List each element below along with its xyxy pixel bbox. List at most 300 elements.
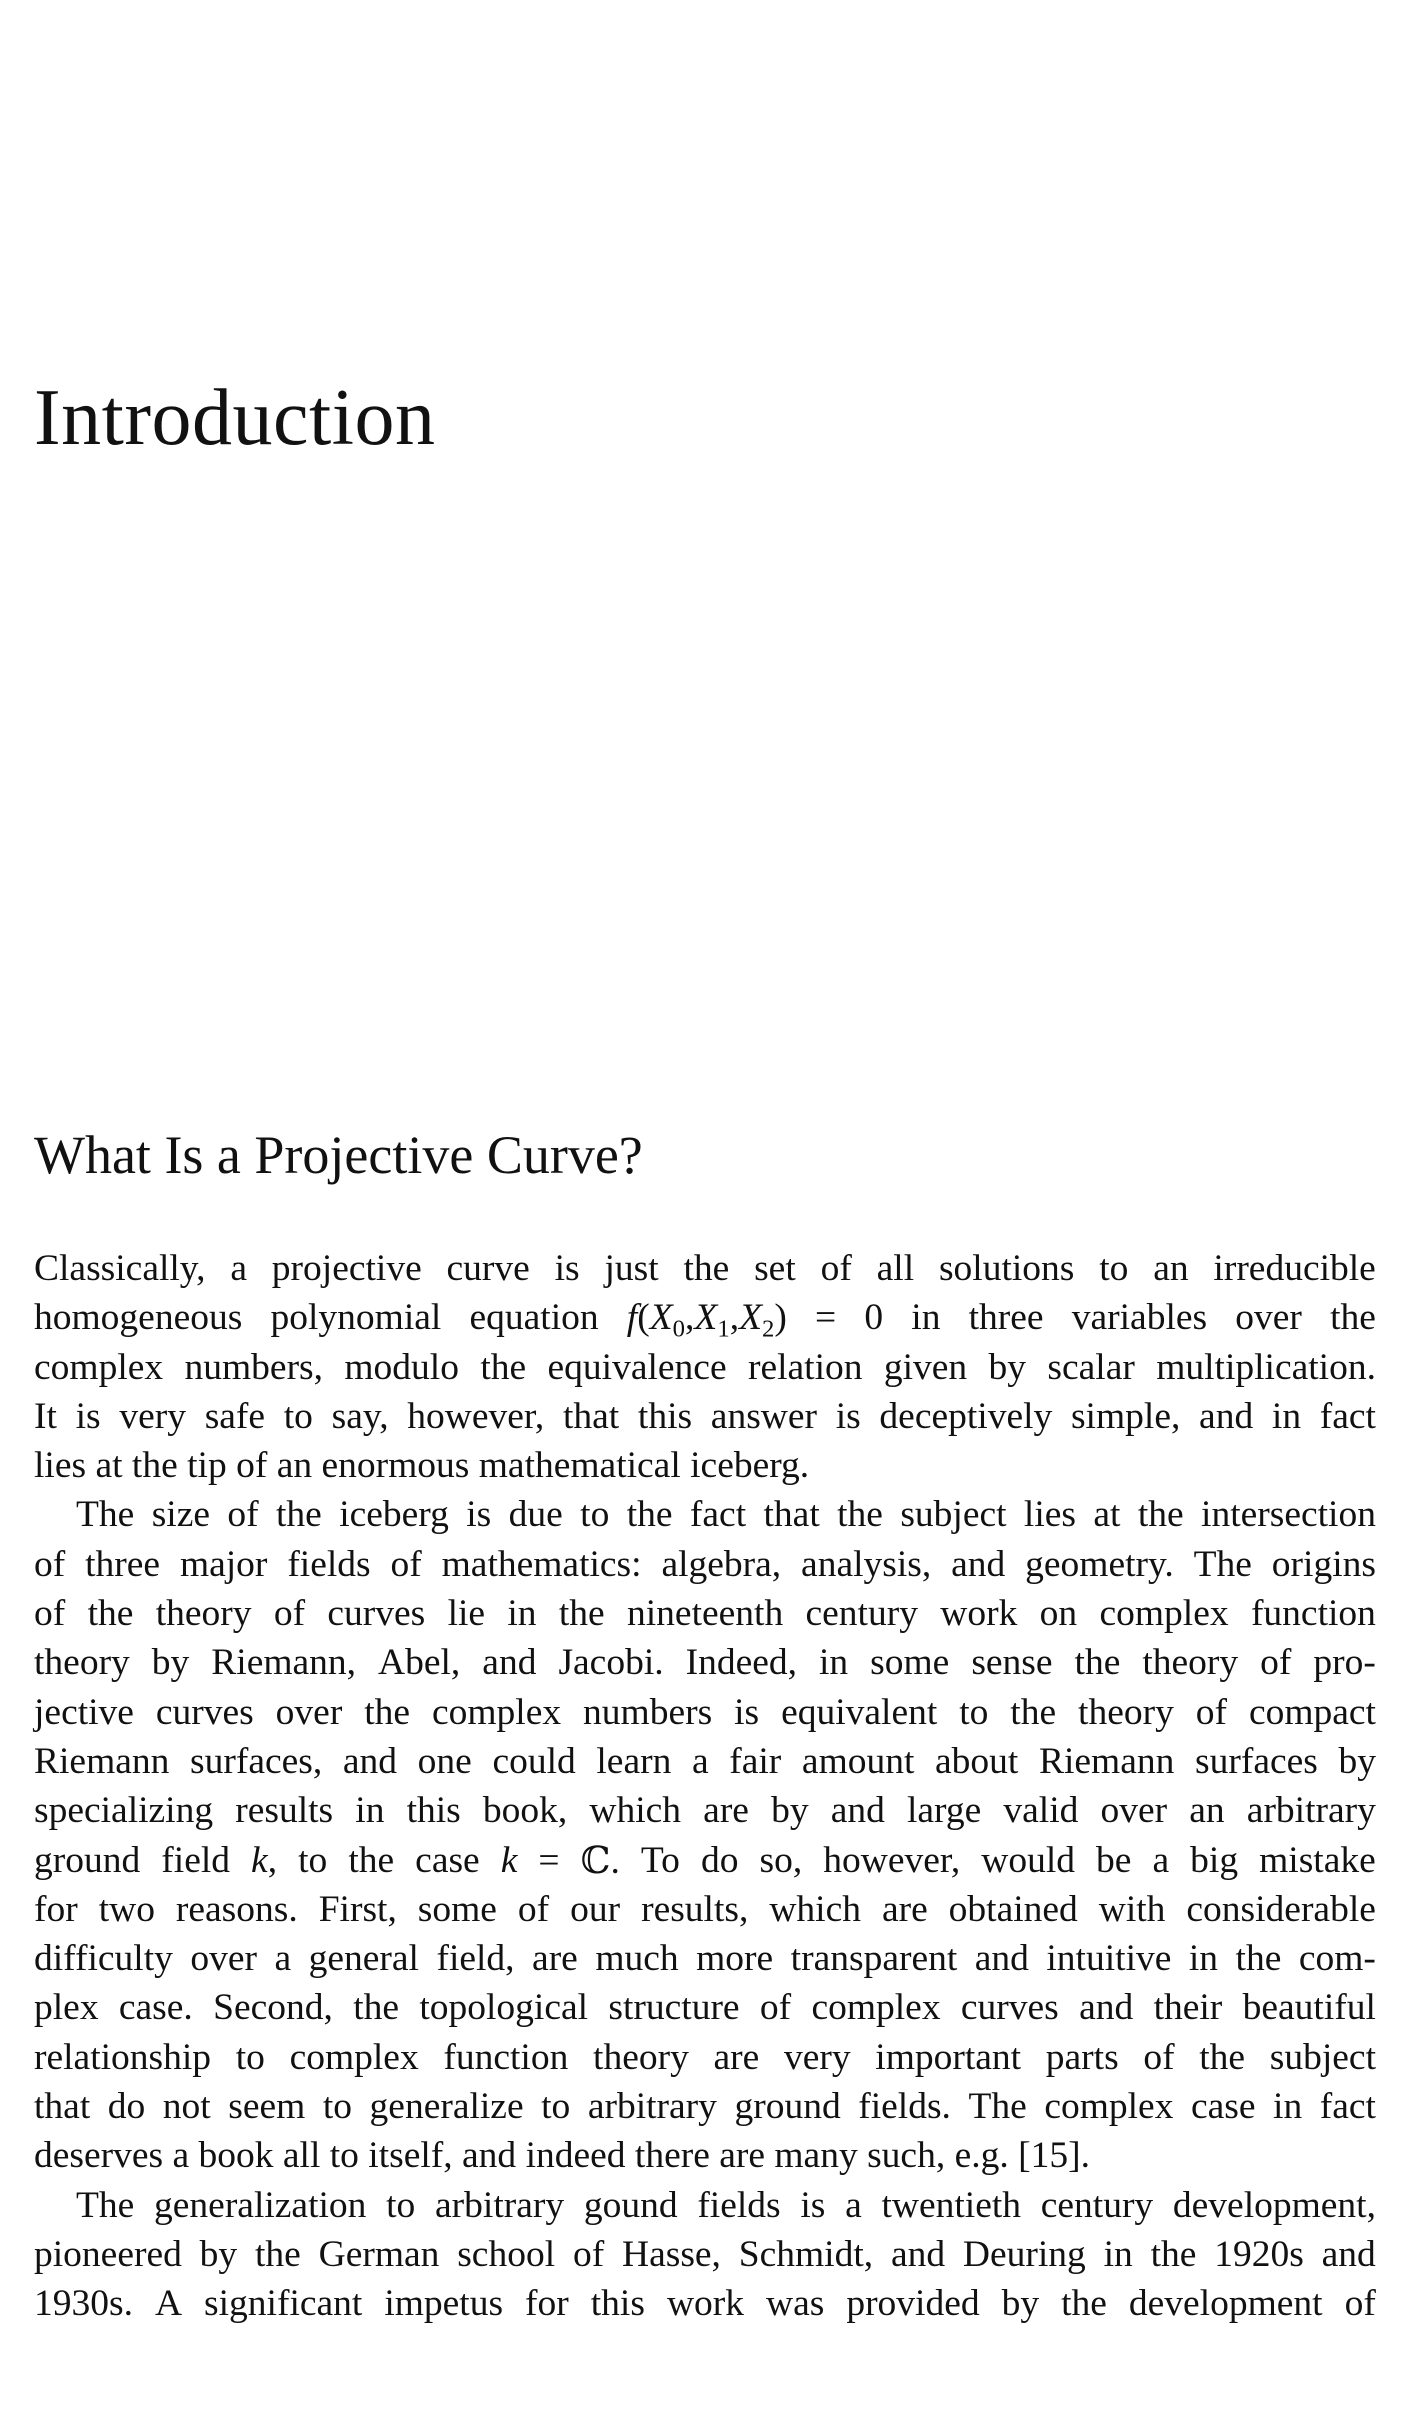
word: very: [783, 2036, 851, 2078]
word: complex: [1044, 2086, 1174, 2128]
word: are: [719, 2135, 766, 2177]
chapter-title: Introduction: [34, 374, 436, 462]
text-line: [34, 2230, 1376, 2279]
text-line: [34, 1343, 1376, 1392]
word: variables: [1071, 1297, 1208, 1339]
word: topological: [419, 1987, 589, 2029]
word: be: [1096, 1839, 1132, 1881]
word: theory: [1142, 1642, 1239, 1684]
word: on: [1039, 1593, 1078, 1635]
word: generalize: [369, 2086, 524, 2128]
word: and: [974, 1938, 1029, 1980]
word: a: [1152, 1839, 1170, 1881]
word: this: [406, 1790, 461, 1832]
word: Schmidt,: [738, 2233, 874, 2275]
word: structure: [608, 1987, 740, 2029]
word: the: [1010, 1691, 1057, 1733]
word: over: [1100, 1790, 1168, 1832]
word: for: [525, 2283, 569, 2325]
word: Jacobi.: [558, 1642, 664, 1684]
word: intersection: [1201, 1494, 1376, 1536]
word: field,: [436, 1938, 515, 1980]
word: theory: [34, 1642, 130, 1684]
text-line: [34, 1441, 1376, 1490]
word: the: [364, 1691, 411, 1733]
word: equation: [469, 1297, 599, 1339]
word: and: [1079, 1987, 1134, 2029]
word: ℂ.: [580, 1837, 620, 1882]
word: numbers: [583, 1691, 713, 1733]
word: 0: [864, 1297, 884, 1339]
word: lie: [447, 1593, 486, 1635]
word: 1920s: [1214, 2233, 1304, 2275]
word: book,: [482, 1790, 568, 1832]
word: plex: [34, 1987, 99, 2029]
word: do: [700, 1839, 739, 1881]
word: the: [1074, 1642, 1121, 1684]
word: would: [981, 1839, 1075, 1881]
word: The: [968, 2086, 1027, 2128]
word: development: [1128, 2283, 1323, 2325]
word: theory: [155, 1593, 252, 1635]
word: the: [626, 1494, 673, 1536]
word: The: [76, 2184, 135, 2226]
word: over: [1235, 1297, 1302, 1339]
word: of: [517, 1888, 550, 1930]
word: of: [227, 1494, 259, 1536]
word: is: [734, 1691, 760, 1733]
word: given: [883, 1346, 968, 1388]
word: are: [703, 1790, 749, 1832]
word: all: [876, 1248, 915, 1289]
word: is: [466, 1494, 492, 1536]
word: of: [572, 2233, 605, 2275]
word: Deuring: [962, 2233, 1086, 2275]
word: Riemann: [1038, 1740, 1175, 1782]
word: work: [940, 1593, 1018, 1635]
word: case.: [118, 1987, 193, 2029]
text-line: [34, 2181, 1376, 2230]
text-line: [34, 1244, 1376, 1293]
word: the: [1199, 2036, 1246, 2078]
word: k: [500, 1839, 518, 1881]
word: valid: [1003, 1790, 1079, 1832]
word: relation: [747, 1346, 863, 1388]
word: Abel,: [378, 1642, 461, 1684]
word: over: [190, 1938, 257, 1980]
word: to: [1099, 1248, 1129, 1289]
word: fact: [1319, 2086, 1376, 2128]
word: Indeed,: [685, 1642, 798, 1684]
word: that: [763, 1494, 820, 1536]
word: of: [236, 1445, 268, 1487]
word: size: [151, 1494, 210, 1536]
word: by: [199, 2233, 238, 2275]
word: and: [890, 2233, 946, 2275]
word: and: [1321, 2233, 1376, 2275]
word: by: [1338, 1740, 1376, 1782]
word: and: [951, 1543, 1006, 1585]
word: enormous: [321, 1445, 470, 1487]
word: to: [322, 2086, 353, 2128]
word: fields: [697, 2184, 781, 2226]
word: k,: [251, 1839, 278, 1881]
word: Hasse,: [622, 2233, 721, 2275]
text-line: [34, 1540, 1376, 1589]
word: which: [589, 1790, 682, 1832]
word: intuitive: [1046, 1938, 1172, 1980]
word: surfaces: [1195, 1740, 1318, 1782]
word: large: [906, 1790, 982, 1832]
word: by: [988, 1346, 1027, 1388]
word: that: [562, 1395, 620, 1437]
word: big: [1190, 1839, 1239, 1881]
word: major: [179, 1543, 268, 1585]
word: is: [75, 1395, 101, 1437]
text-line: [34, 1934, 1376, 1983]
word: of: [1260, 1642, 1292, 1684]
word: ground: [734, 2086, 841, 2128]
word: results,: [641, 1888, 749, 1930]
word: analysis,: [801, 1543, 932, 1585]
word: are: [881, 1888, 928, 1930]
word: results: [235, 1790, 334, 1832]
word: the: [131, 1445, 178, 1487]
word: this: [590, 2283, 645, 2325]
word: theory: [593, 2036, 689, 2078]
word: general: [308, 1938, 419, 1980]
word: itself,: [368, 2135, 453, 2177]
word: fact: [689, 1494, 747, 1536]
word: complex: [34, 1346, 164, 1388]
word: German: [318, 2233, 440, 2275]
word: curves: [960, 1987, 1059, 2029]
word: seem: [228, 2086, 306, 2128]
word: deserves: [34, 2135, 164, 2177]
word: of: [1344, 2283, 1376, 2325]
word: answer: [710, 1395, 817, 1437]
word: geometry.: [1025, 1543, 1174, 1585]
word: fact: [1319, 1395, 1376, 1437]
word: in: [507, 1593, 537, 1635]
word: subject: [1269, 2036, 1376, 2078]
text-line: [34, 1589, 1376, 1638]
word: reasons.: [175, 1888, 298, 1930]
word: function: [1250, 1593, 1376, 1635]
word: a: [172, 2135, 190, 2177]
word: surfaces,: [190, 1740, 323, 1782]
word: the: [1235, 1938, 1282, 1980]
word: to: [329, 2135, 359, 2177]
word: jective: [34, 1691, 134, 1733]
word: amount: [801, 1740, 915, 1782]
word: origins: [1271, 1543, 1376, 1585]
word: two: [98, 1888, 155, 1930]
word: however,: [823, 1839, 961, 1881]
word: many: [774, 2135, 858, 2177]
text-line: [34, 1293, 1376, 1342]
word: To: [640, 1839, 680, 1881]
word: very: [119, 1395, 186, 1437]
word: relationship: [34, 2036, 212, 2078]
word: transparent: [790, 1938, 958, 1980]
word: parts: [1045, 2036, 1119, 2078]
word: the: [480, 1346, 527, 1388]
word: multiplication.: [1156, 1346, 1376, 1388]
word: subject: [900, 1494, 1007, 1536]
word: century: [1040, 2184, 1154, 2226]
word: in: [1273, 2086, 1303, 2128]
word: a: [230, 1248, 247, 1289]
word: of: [390, 1543, 422, 1585]
body-text: [34, 1244, 1376, 2329]
word: Riemann: [34, 1740, 170, 1782]
word: and: [482, 1642, 537, 1684]
word: an: [1153, 1248, 1189, 1289]
word: say,: [331, 1395, 389, 1437]
word: in: [1188, 1938, 1219, 1980]
word: to: [386, 2184, 416, 2226]
word: do: [107, 2086, 146, 2128]
word: provided: [846, 2283, 980, 2325]
word: with: [1098, 1888, 1166, 1930]
text-line: [34, 1392, 1376, 1441]
word: the: [1061, 2283, 1107, 2325]
word: impetus: [384, 2283, 504, 2325]
text-line: [34, 1490, 1376, 1539]
word: and: [830, 1790, 885, 1832]
word: and: [1199, 1395, 1254, 1437]
word: of: [273, 1593, 306, 1635]
word: $f(X_0,X_1,X_2)$: [626, 1297, 787, 1343]
word: could: [492, 1740, 576, 1782]
word: significant: [204, 2283, 363, 2325]
word: at: [1093, 1494, 1121, 1536]
word: iceberg: [339, 1494, 449, 1536]
text-line: [34, 1638, 1376, 1687]
section-title: What Is a Projective Curve?: [34, 1125, 643, 1185]
word: difficulty: [34, 1938, 173, 1980]
word: an: [276, 1445, 313, 1487]
word: considerable: [1186, 1888, 1376, 1930]
word: the: [353, 1987, 400, 2029]
text-line: [34, 1836, 1376, 1885]
word: indeed: [525, 2135, 626, 2177]
word: curves: [327, 1593, 426, 1635]
word: function: [443, 2036, 569, 2078]
word: 1930s.: [34, 2283, 133, 2325]
word: school: [457, 2233, 556, 2275]
word: an: [1189, 1790, 1225, 1832]
word: which: [769, 1888, 861, 1930]
word: the: [1330, 1297, 1376, 1339]
word: The: [1193, 1543, 1252, 1585]
word: one: [417, 1740, 472, 1782]
word: deceptively: [879, 1395, 1053, 1437]
word: over: [275, 1691, 343, 1733]
word: is: [554, 1248, 580, 1289]
word: specializing: [34, 1790, 214, 1832]
word: there: [634, 2135, 710, 2177]
word: =: [538, 1839, 560, 1881]
word: more: [696, 1938, 774, 1980]
text-line: [34, 2279, 1376, 2328]
word: arbitrary: [587, 2086, 717, 2128]
word: important: [875, 2036, 1022, 2078]
word: ground: [34, 1839, 141, 1881]
word: just: [604, 1248, 659, 1289]
word: of: [34, 1593, 66, 1635]
word: the: [87, 1593, 134, 1635]
word: by: [151, 1642, 190, 1684]
word: pro-: [1313, 1642, 1376, 1684]
word: to: [235, 2036, 265, 2078]
word: mistake: [1259, 1839, 1376, 1881]
word: equivalent: [781, 1691, 938, 1733]
word: a: [691, 1740, 709, 1782]
word: complex: [431, 1691, 562, 1733]
word: the: [348, 1839, 395, 1881]
word: is: [835, 1395, 861, 1437]
word: development,: [1172, 2184, 1376, 2226]
word: fair: [729, 1740, 782, 1782]
word: twentieth: [881, 2184, 1022, 2226]
word: fields.: [858, 2086, 951, 2128]
word: however,: [407, 1395, 545, 1437]
text-line: [34, 1737, 1376, 1786]
word: A: [154, 2283, 183, 2325]
word: of: [759, 1987, 792, 2029]
text-line: [34, 1786, 1376, 1835]
word: It: [34, 1395, 57, 1437]
word: for: [34, 1888, 78, 1930]
word: three: [85, 1543, 161, 1585]
word: numbers,: [184, 1346, 324, 1388]
word: case: [1190, 2086, 1256, 2128]
word: the: [1137, 1494, 1184, 1536]
word: complex: [289, 2036, 419, 2078]
word: modulo: [344, 1346, 459, 1388]
word: century: [805, 1593, 918, 1635]
word: learn: [596, 1740, 672, 1782]
word: three: [968, 1297, 1044, 1339]
word: by: [771, 1790, 809, 1832]
word: pioneered: [34, 2233, 182, 2275]
word: the: [558, 1593, 605, 1635]
word: algebra,: [661, 1543, 782, 1585]
text-line: [34, 2033, 1376, 2082]
word: a: [845, 2184, 862, 2226]
word: tip: [187, 1445, 227, 1487]
word: was: [766, 2283, 825, 2325]
word: to: [298, 1839, 328, 1881]
word: compact: [1248, 1691, 1376, 1733]
word: and: [462, 2135, 517, 2177]
word: complex: [1099, 1593, 1229, 1635]
word: the: [683, 1248, 730, 1289]
word: their: [1153, 1987, 1223, 2029]
text-line: [34, 2082, 1376, 2131]
word: to: [580, 1494, 610, 1536]
word: =: [815, 1297, 837, 1339]
word: simple,: [1070, 1395, 1181, 1437]
word: of: [1143, 2036, 1175, 2078]
word: work: [666, 2283, 745, 2325]
word: this: [637, 1395, 693, 1437]
text-line: [34, 2131, 1376, 2180]
word: to: [541, 2086, 571, 2128]
word: lies: [1023, 1494, 1076, 1536]
word: mathematical: [478, 1445, 681, 1487]
word: set: [754, 1248, 796, 1289]
word: much: [595, 1938, 679, 1980]
word: fields: [287, 1543, 371, 1585]
word: The: [76, 1494, 135, 1536]
word: of: [1195, 1691, 1228, 1733]
word: polynomial: [270, 1297, 442, 1339]
text-line: [34, 1885, 1376, 1934]
word: case: [415, 1839, 480, 1881]
word: such,: [867, 2135, 946, 2177]
word: in: [819, 1642, 849, 1684]
word: safe: [204, 1395, 266, 1437]
word: due: [508, 1494, 563, 1536]
word: com-: [1298, 1938, 1376, 1980]
word: [15].: [1018, 2135, 1090, 2177]
word: the: [1150, 2233, 1197, 2275]
text-line: [34, 1688, 1376, 1737]
word: generalization: [154, 2184, 367, 2226]
word: scalar: [1047, 1346, 1135, 1388]
word: e.g.: [954, 2135, 1009, 2177]
word: about: [935, 1740, 1019, 1782]
word: curves: [155, 1691, 254, 1733]
word: First,: [318, 1888, 397, 1930]
word: lies: [34, 1445, 87, 1487]
word: at: [95, 1445, 123, 1487]
word: some: [417, 1888, 497, 1930]
word: that: [34, 2086, 91, 2128]
word: in: [1103, 2233, 1133, 2275]
word: the: [837, 1494, 883, 1536]
word: arbitrary: [1246, 1790, 1376, 1832]
word: the: [276, 1494, 322, 1536]
word: irreducible: [1213, 1248, 1376, 1289]
word: obtained: [948, 1888, 1078, 1930]
text-line: [34, 1983, 1376, 2032]
word: not: [162, 2086, 211, 2128]
word: to: [283, 1395, 313, 1437]
word: nineteenth: [627, 1593, 784, 1635]
word: homogeneous: [34, 1297, 243, 1339]
word: of: [820, 1248, 852, 1289]
word: mathematics:: [441, 1543, 642, 1585]
word: gound: [583, 2184, 678, 2226]
word: projective: [271, 1248, 422, 1289]
word: our: [570, 1888, 621, 1930]
word: theory: [1078, 1691, 1174, 1733]
word: complex: [811, 1987, 941, 2029]
word: to: [959, 1691, 989, 1733]
word: a: [274, 1938, 292, 1980]
word: arbitrary: [435, 2184, 565, 2226]
word: are: [532, 1938, 578, 1980]
word: solutions: [938, 1248, 1075, 1289]
word: so,: [759, 1839, 803, 1881]
word: by: [1001, 2283, 1040, 2325]
word: the: [254, 2233, 301, 2275]
word: iceberg.: [690, 1445, 810, 1487]
